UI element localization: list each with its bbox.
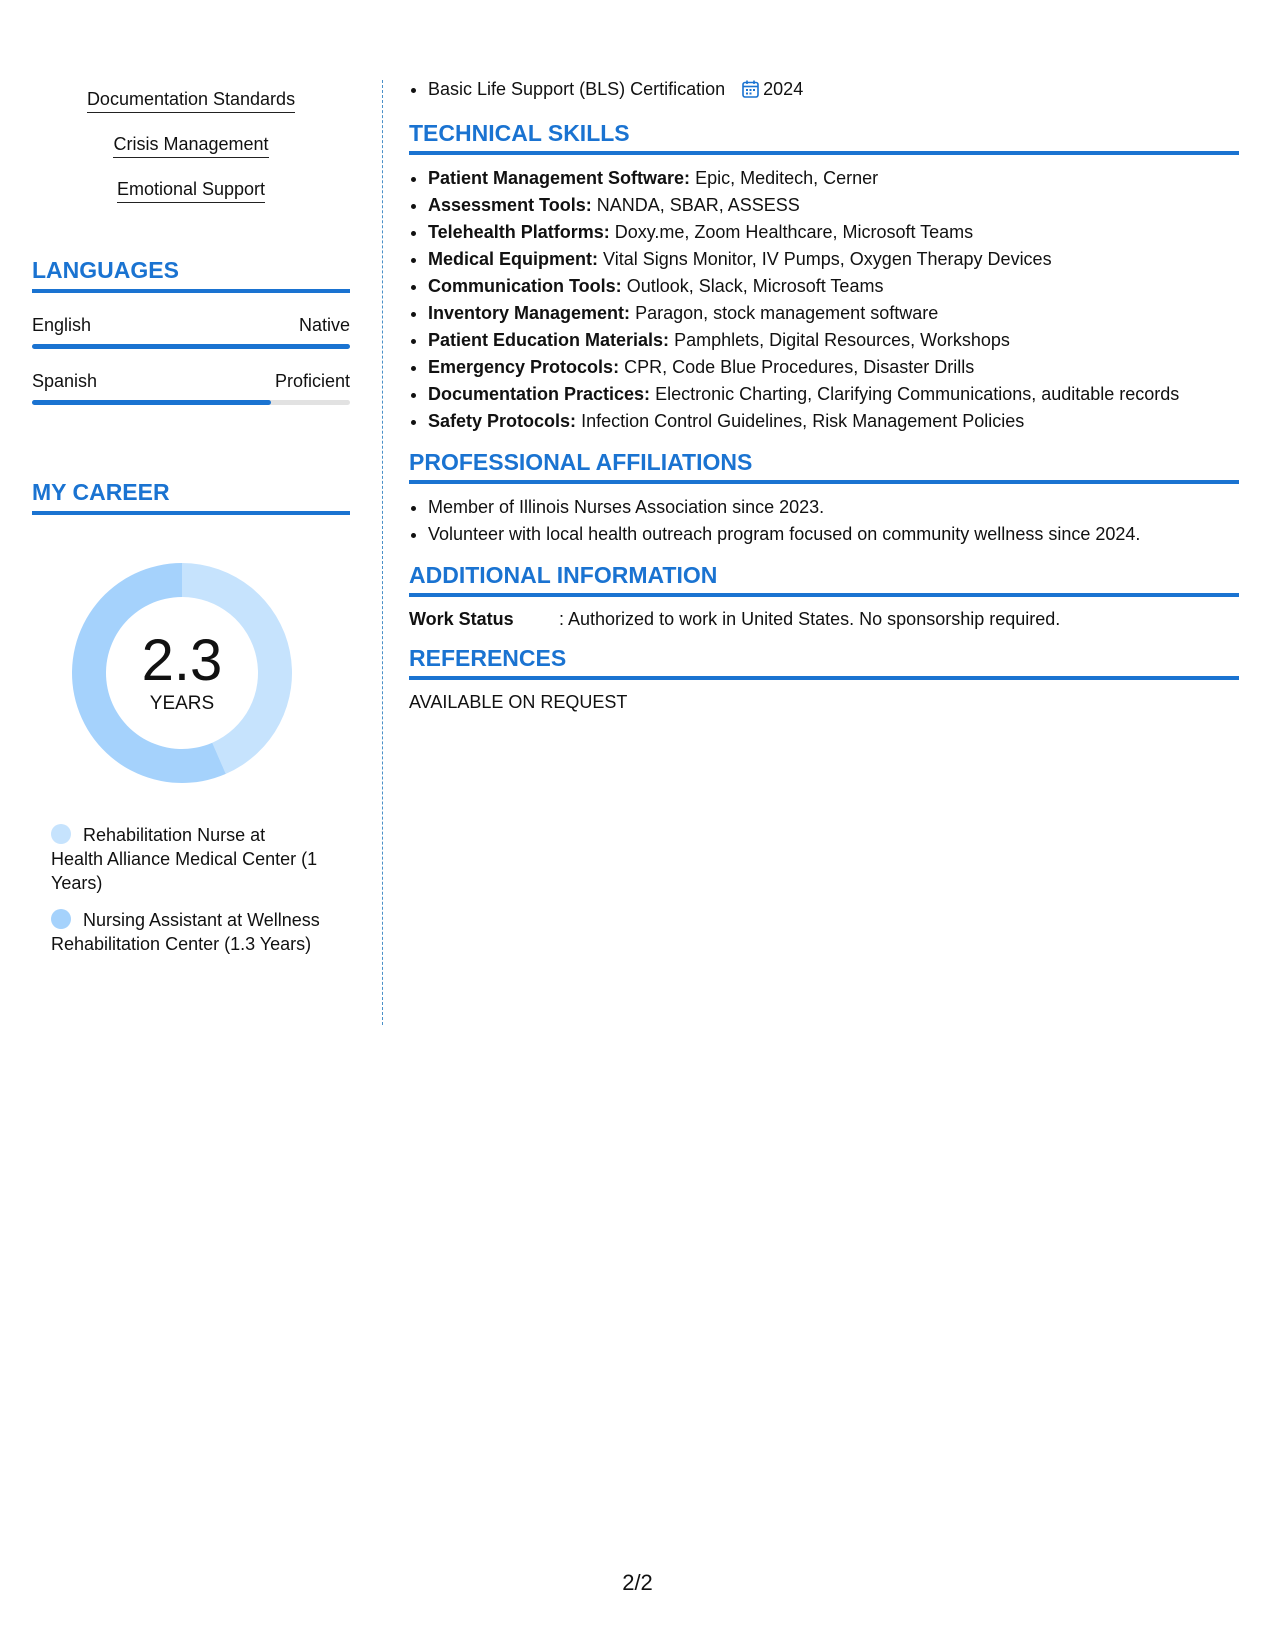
- skill-label: Patient Education Materials:: [428, 330, 670, 350]
- skill-tag: Documentation Standards: [87, 88, 295, 113]
- technical-skills-list: [409, 165, 1239, 435]
- skill-label: Telehealth Platforms:: [428, 222, 610, 242]
- skill-value: Electronic Charting, Clarifying Communications, auditable records: [655, 384, 1180, 404]
- career-donut-chart: [62, 553, 302, 793]
- technical-skills-title: TECHNICAL SKILLS: [409, 120, 1239, 155]
- certification-year: 2024: [763, 79, 804, 99]
- technical-skill-item: [428, 327, 1239, 354]
- skill-label: Documentation Practices:: [428, 384, 651, 404]
- column-divider: [382, 80, 383, 1025]
- certification-list: [409, 76, 1239, 106]
- legend-dot: [51, 909, 71, 929]
- skill-value: NANDA, SBAR, ASSESS: [596, 195, 800, 215]
- language-bar: [32, 344, 350, 349]
- career-total-unit: YEARS: [149, 693, 215, 714]
- career-legend: [51, 823, 350, 956]
- career-legend-item: [51, 823, 321, 895]
- skill-tag: Emotional Support: [117, 178, 265, 203]
- language-item: [32, 315, 350, 349]
- technical-skill-item: [428, 273, 1239, 300]
- technical-skill-item: [428, 165, 1239, 192]
- legend-dot: [51, 824, 71, 844]
- language-name: Spanish: [32, 371, 98, 391]
- language-level: Native: [298, 315, 350, 335]
- languages-title: LANGUAGES: [32, 257, 350, 293]
- skill-value: Pamphlets, Digital Resources, Workshops: [674, 330, 1010, 350]
- certification-item: [428, 76, 1239, 106]
- skill-label: Medical Equipment:: [428, 249, 599, 269]
- references-text: AVAILABLE ON REQUEST: [409, 692, 628, 712]
- references-title: REFERENCES: [409, 645, 1239, 680]
- technical-skill-item: [428, 192, 1239, 219]
- career-role: Nursing Assistant at Wellness Rehabilitation Center (1.3 Years): [51, 910, 320, 954]
- career-total-value: 2.3: [141, 628, 223, 693]
- skill-label: Inventory Management:: [428, 303, 631, 323]
- skill-label: Communication Tools:: [428, 276, 622, 296]
- affiliation-item: • Volunteer with local health outreach program focused on community wellness since 2024.: [428, 521, 1239, 548]
- career-total: [62, 553, 302, 793]
- certification-name: Basic Life Support (BLS) Certification: [428, 79, 726, 99]
- language-bar-fill: [32, 400, 271, 405]
- calendar-icon: [742, 79, 759, 106]
- career-title: MY CAREER: [32, 479, 350, 515]
- technical-skill-item: [428, 354, 1239, 381]
- work-status-row: [409, 607, 1239, 631]
- career-role: Rehabilitation Nurse at Health Alliance Medical Center (1 Years): [51, 825, 318, 893]
- technical-skill-item: [428, 246, 1239, 273]
- skill-label: Emergency Protocols:: [428, 357, 620, 377]
- main-content: [409, 76, 1239, 714]
- affiliations-list: [409, 494, 1239, 548]
- skill-value: Paragon, stock management software: [635, 303, 939, 323]
- skill-value: CPR, Code Blue Procedures, Disaster Drills: [624, 357, 975, 377]
- skill-label: Patient Management Software:: [428, 168, 691, 188]
- page-number: 2/2: [622, 1570, 653, 1595]
- language-name: English: [32, 315, 92, 335]
- skill-tags: [32, 88, 350, 223]
- sidebar: [32, 76, 350, 969]
- skill-value: Vital Signs Monitor, IV Pumps, Oxygen Therapy Devices: [603, 249, 1052, 269]
- technical-skill-item: [428, 219, 1239, 246]
- skill-label: Assessment Tools:: [428, 195, 592, 215]
- career-legend-item: [51, 908, 321, 956]
- affiliation-item: • Member of Illinois Nurses Association since 2023.: [428, 494, 1239, 521]
- skill-value: Epic, Meditech, Cerner: [695, 168, 879, 188]
- language-level: Proficient: [274, 371, 350, 391]
- language-bar-fill: [32, 344, 350, 349]
- additional-info-title: ADDITIONAL INFORMATION: [409, 562, 1239, 597]
- technical-skill-item: [428, 408, 1239, 435]
- work-status-label: Work Status: [409, 609, 514, 629]
- technical-skill-item: [428, 381, 1239, 408]
- skill-value: Infection Control Guidelines, Risk Management Policies: [581, 411, 1025, 431]
- skill-label: Safety Protocols:: [428, 411, 577, 431]
- technical-skill-item: [428, 300, 1239, 327]
- language-bar: [32, 400, 350, 405]
- work-status-value: : Authorized to work in United States. No sponsorship required.: [559, 609, 1061, 629]
- skill-value: Doxy.me, Zoom Healthcare, Microsoft Teams: [614, 222, 974, 242]
- affiliations-title: PROFESSIONAL AFFILIATIONS: [409, 449, 1239, 484]
- skill-value: Outlook, Slack, Microsoft Teams: [626, 276, 884, 296]
- language-item: [32, 371, 350, 405]
- skill-tag: Crisis Management: [113, 133, 268, 158]
